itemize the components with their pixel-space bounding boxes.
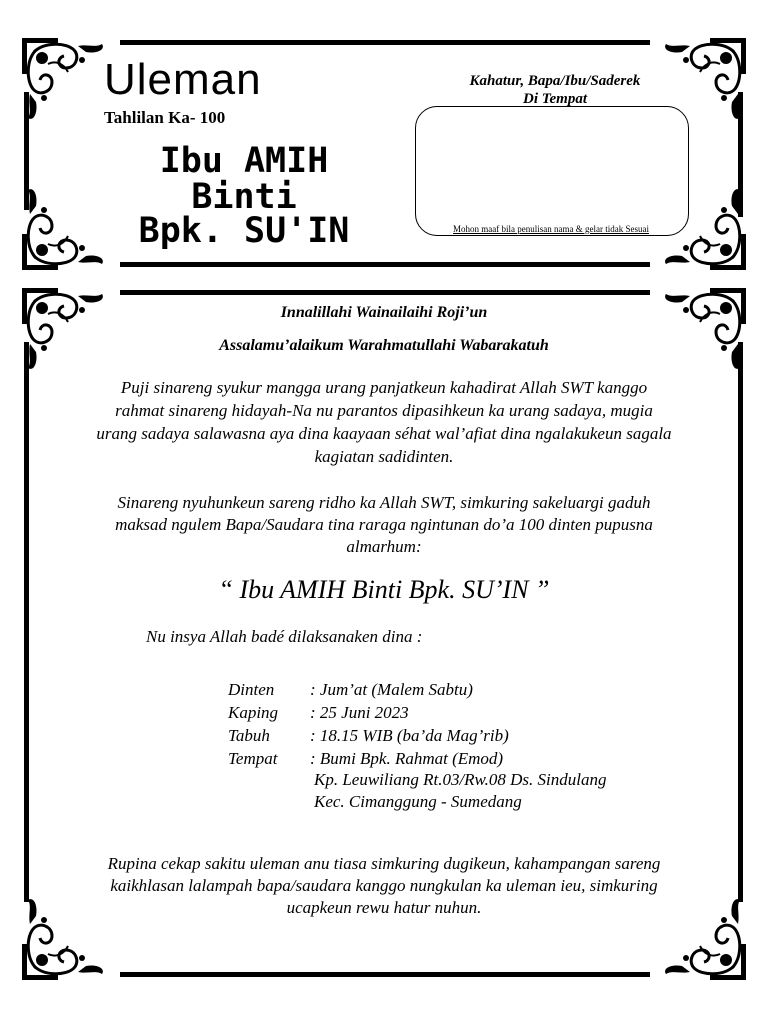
salam-line: Assalamu’alaikum Warahmatullahi Wabarakatuh	[219, 337, 549, 354]
paragraph-1-line-4: kagiatan sadidinten.	[314, 447, 454, 466]
schedule-intro: Nu insya Allah badé dilaksanaken dina :	[146, 627, 423, 646]
recipient-address-box	[415, 106, 689, 236]
schedule-value-time: : 18.15 WIB (ba’da Mag’rib)	[310, 726, 509, 745]
recipient-place: Di Tempat	[522, 91, 588, 107]
paragraph-2-line-3: almarhum:	[346, 537, 422, 556]
paragraph-2-line-2: maksad ngulem Bapa/Saudara tina raraga ngintunan do’a 100 dinten pupusna	[115, 515, 653, 534]
closing-line-2: kaikhlasan lalampah bapa/saudara kanggo nungkulan ka uleman ieu, simkuring	[110, 876, 658, 895]
deceased-full-name: “ Ibu AMIH Binti Bpk. SU’IN ”	[218, 575, 550, 604]
schedule-address-line-2: Kec. Cimanggung - Sumedang	[314, 792, 522, 811]
schedule-value-place: : Bumi Bpk. Rahmat (Emod)	[310, 749, 504, 768]
recipient-greeting: Kahatur, Bapa/Ibu/Saderek	[469, 73, 641, 89]
invitation-title: Uleman	[104, 58, 262, 102]
tahlilan-subtitle: Tahlilan Ka- 100	[104, 108, 226, 127]
schedule-label-time: Tabuh	[228, 726, 270, 745]
deceased-name-line-3: Bpk. SU'IN	[138, 211, 350, 251]
paragraph-2-line-1: Sinareng nyuhunkeun sareng ridho ka Allah SWT, simkuring sakeluargi gaduh	[117, 493, 651, 512]
closing-line-3: ucapkeun rewu hatur nuhun.	[286, 898, 482, 917]
schedule-value-date: : 25 Juni 2023	[310, 703, 409, 722]
schedule-value-day: : Jum’at (Malem Sabtu)	[310, 680, 473, 699]
closing-line-1: Rupina cekap sakitu uleman anu tiasa simkuring dugikeun, kahampangan sareng	[107, 854, 661, 873]
address-note: Mohon maaf bila penulisan nama & gelar tidak Sesuai	[453, 224, 649, 234]
schedule-address-line-1: Kp. Leuwiliang Rt.03/Rw.08 Ds. Sindulang	[314, 770, 607, 789]
schedule-label-date: Kaping	[228, 703, 279, 722]
deceased-name-line-1: Ibu AMIH	[159, 141, 329, 181]
paragraph-1-line-1: Puji sinareng syukur mangga urang panjatkeun kahadirat Allah SWT kanggo	[120, 378, 648, 397]
paragraph-1-line-2: rahmat sinareng hidayah-Na nu parantos dipasihkeun ka urang sadaya, mugia	[115, 401, 653, 420]
opening-line: Innalillahi Wainailaihi Roji’un	[280, 304, 488, 321]
schedule-label-place: Tempat	[228, 749, 278, 768]
schedule-label-day: Dinten	[228, 680, 275, 699]
paragraph-1-line-3: urang sadaya salawasna aya dina kaayaan séhat wal’afiat dina ngalakukeun sagala	[96, 424, 672, 443]
deceased-name-line-2: Binti	[191, 177, 297, 217]
